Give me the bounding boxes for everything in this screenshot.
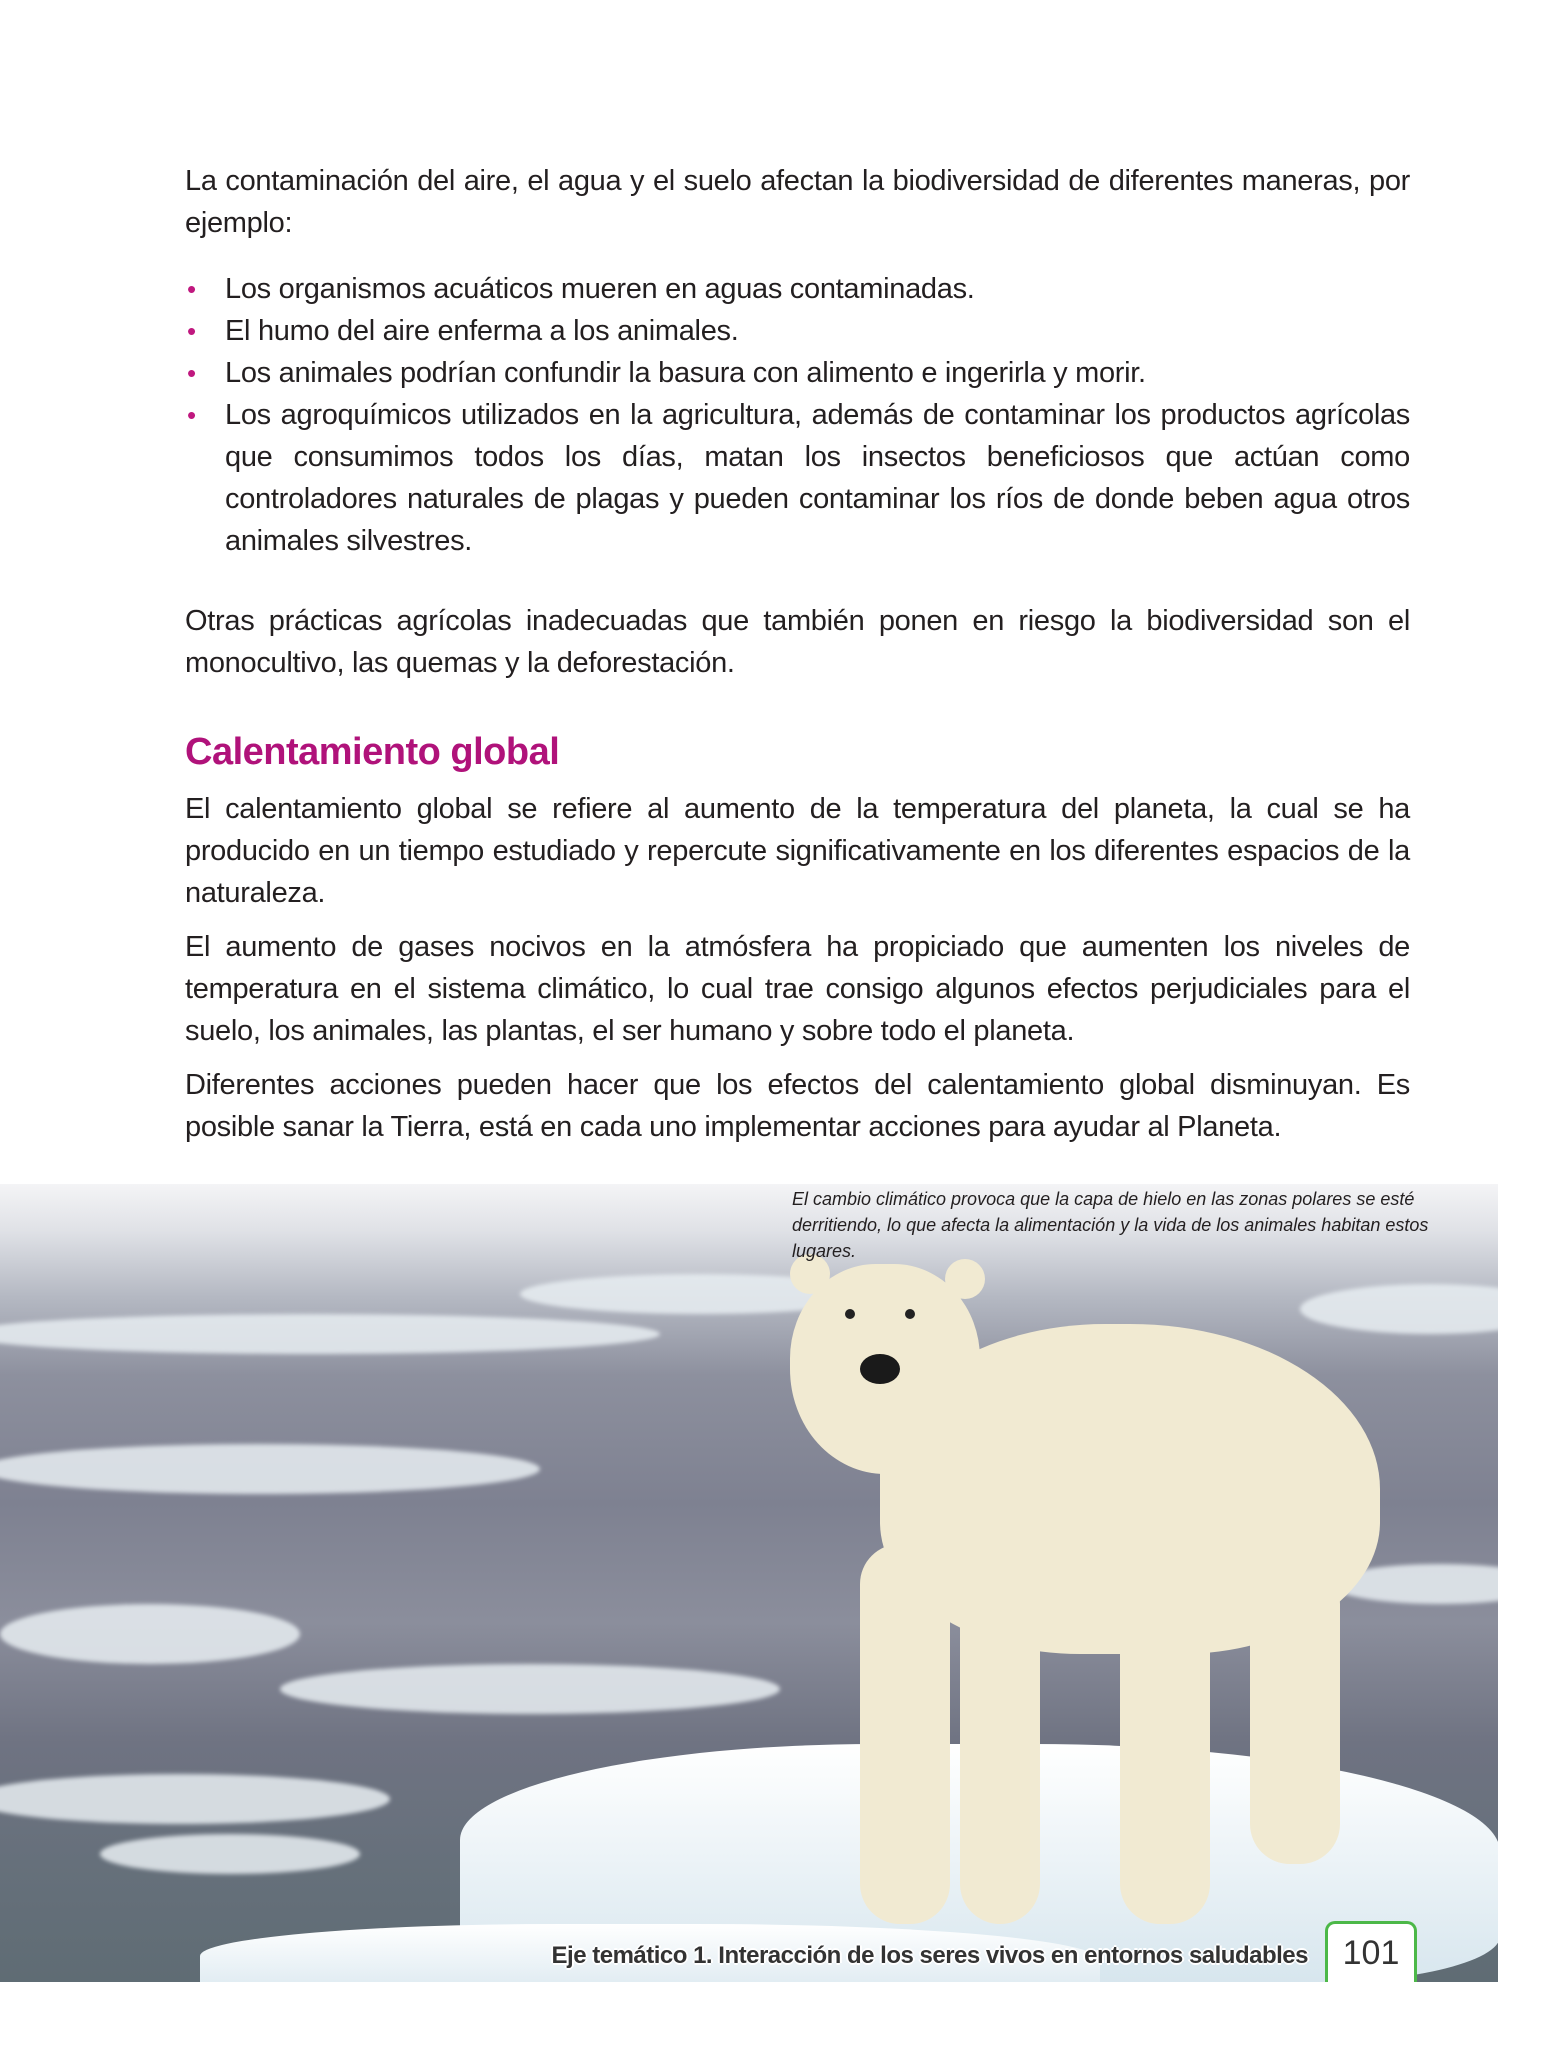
caption-line: El cambio climático provoca que la capa de hielo en las zonas polares se esté [792, 1189, 1415, 1209]
other-practices-paragraph: Otras prácticas agrícolas inadecuadas que también ponen en riesgo la biodiversidad son el monocultivo, las quemas y la deforestación. [185, 605, 1410, 679]
list-item-text: Los organismos acuáticos mueren en aguas contaminadas. [225, 273, 975, 305]
list-item [185, 394, 1410, 562]
section-heading: Calentamiento global [185, 731, 560, 773]
list-item [185, 310, 1410, 352]
photo-caption [792, 1186, 1492, 1264]
list-item-text: Los agroquímicos utilizados en la agricultura, además de contaminar los productos agrícolas que consumimos todos los días, matan los insectos beneficiosos que actúan como controladores naturales de plagas y pueden contaminar los ríos de donde beben agua otros animales silvestres. [225, 399, 1410, 557]
paragraph: El calentamiento global se refiere al aumento de la temperatura del planeta, la cual se ha producido en un tiempo estudiado y repercute significativamente en los diferentes espacios de la naturaleza. [185, 793, 1410, 909]
page-number: 101 [1325, 1921, 1417, 1982]
intro-paragraph: La contaminación del aire, el agua y el suelo afectan la biodiversidad de diferentes maneras, por ejemplo: [185, 165, 1410, 239]
caption-line: derritiendo, lo que afecta la alimentación y la vida de los animales habitan estos lugares. [792, 1215, 1429, 1261]
list-item [185, 268, 1410, 310]
polar-bear-photo [0, 1184, 1498, 1982]
footer-axis-title: Eje temático 1. Interacción de los seres vivos en entornos saludables [551, 1942, 1308, 1969]
paragraph: Diferentes acciones pueden hacer que los efectos del calentamiento global disminuyan. Es posible sanar la Tierra, está en cada uno implementar acciones para ayudar al Planeta. [185, 1069, 1410, 1143]
bullet-icon: • [187, 358, 196, 388]
bullet-icon: • [187, 400, 196, 430]
list-item-text: Los animales podrían confundir la basura con alimento e ingerirla y morir. [225, 357, 1146, 389]
bullet-icon: • [187, 316, 196, 346]
paragraph: El aumento de gases nocivos en la atmósfera ha propiciado que aumenten los niveles de temperatura en el sistema climático, lo cual trae consigo algunos efectos perjudiciales para el suelo, los animales, las plantas, el ser humano y sobre todo el planeta. [185, 931, 1410, 1047]
pollution-effects-list [185, 268, 1410, 562]
section-body [185, 788, 1410, 1148]
page-content [185, 0, 1410, 1148]
list-item [185, 352, 1410, 394]
bullet-icon: • [187, 274, 196, 304]
list-item-text: El humo del aire enferma a los animales. [225, 315, 739, 347]
